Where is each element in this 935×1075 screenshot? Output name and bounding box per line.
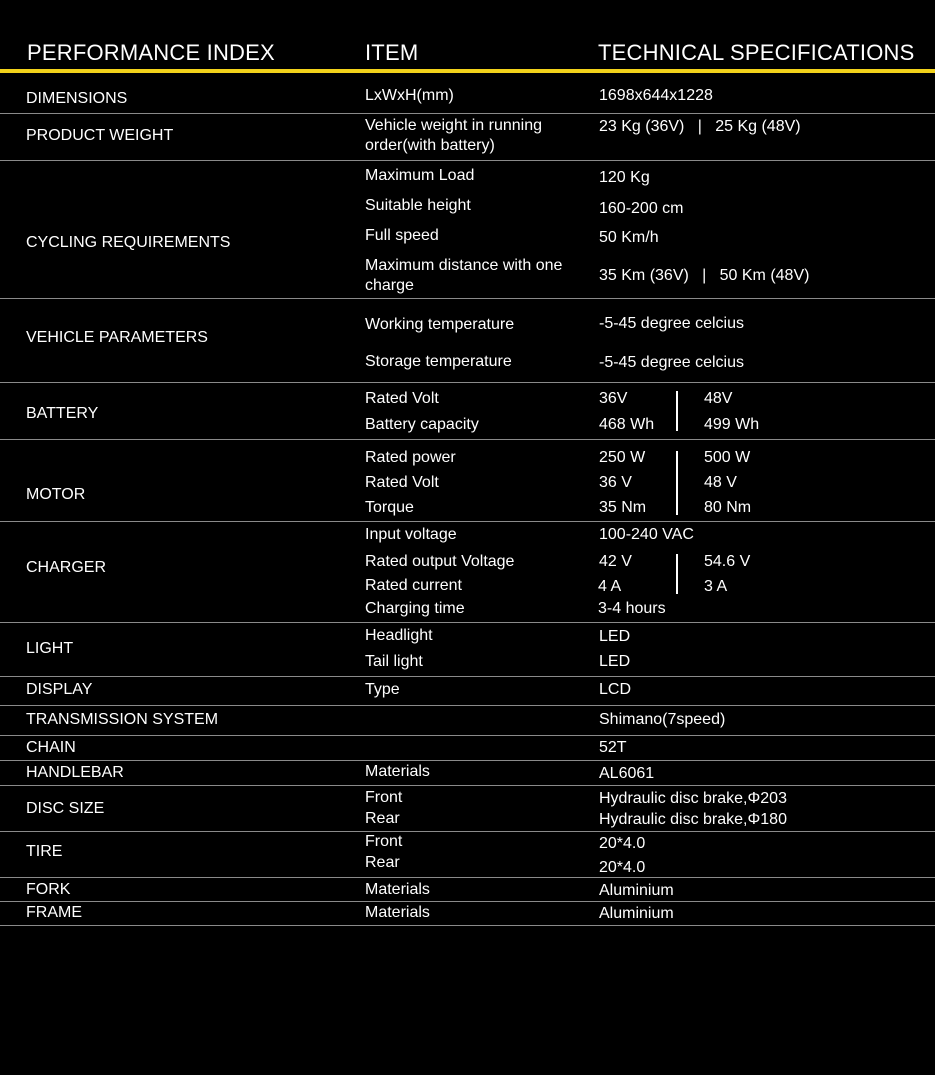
spec-handlebar: AL6061 [599, 765, 655, 782]
category-chain: CHAIN [26, 739, 76, 756]
category-handlebar: HANDLEBAR [26, 764, 124, 781]
category-display: DISPLAY [26, 681, 93, 698]
item-rated-power: Rated power [365, 449, 456, 466]
row-separator [0, 831, 935, 832]
spec-fork: Aluminium [599, 882, 674, 899]
column-divider [676, 391, 678, 431]
header-col-performance-index: PERFORMANCE INDEX [27, 40, 275, 65]
item-maximum-distance: Maximum distance with one charge [365, 257, 563, 294]
spec-motor-volt-48v: 48 V [704, 474, 737, 491]
category-transmission-system: TRANSMISSION SYSTEM [26, 711, 219, 728]
row-separator [0, 925, 935, 926]
spec-frame: Aluminium [599, 905, 674, 922]
spec-storage-temperature: -5-45 degree celcius [599, 354, 744, 371]
category-charger: CHARGER [26, 559, 107, 576]
spec-product-weight: 23 Kg (36V) | 25 Kg (48V) [599, 118, 801, 135]
spec-maximum-load: 120 Kg [599, 169, 650, 186]
item-storage-temperature: Storage temperature [365, 353, 512, 370]
item-rated-volt: Rated Volt [365, 390, 439, 407]
spec-rated-power-36v: 250 W [599, 449, 646, 466]
spec-battery-volt-36v: 36V [599, 390, 628, 407]
item-frame-materials: Materials [365, 904, 430, 921]
spec-charging-time: 3-4 hours [598, 600, 666, 617]
spec-input-voltage: 100-240 VAC [599, 526, 694, 543]
row-separator [0, 676, 935, 677]
item-rated-output-voltage: Rated output Voltage [365, 553, 515, 570]
item-lxwxh: LxWxH(mm) [365, 87, 454, 104]
item-disc-rear: Rear [365, 810, 400, 827]
item-torque: Torque [365, 499, 414, 516]
item-charging-time: Charging time [365, 600, 465, 617]
item-rated-current: Rated current [365, 577, 462, 594]
item-maximum-load: Maximum Load [365, 167, 475, 184]
item-tire-rear: Rear [365, 854, 400, 871]
item-battery-capacity: Battery capacity [365, 416, 479, 433]
row-separator [0, 877, 935, 878]
row-separator [0, 382, 935, 383]
item-suitable-height: Suitable height [365, 197, 471, 214]
header-col-item: ITEM [365, 40, 419, 65]
category-frame: FRAME [26, 904, 82, 921]
row-separator [0, 160, 935, 161]
column-divider [676, 554, 678, 594]
spec-working-temperature: -5-45 degree celcius [599, 315, 744, 332]
spec-disc-rear: Hydraulic disc brake,Φ180 [599, 811, 787, 828]
category-battery: BATTERY [26, 405, 99, 422]
item-headlight: Headlight [365, 627, 433, 644]
row-separator [0, 760, 935, 761]
spec-headlight: LED [599, 628, 631, 645]
row-separator [0, 735, 935, 736]
spec-rated-current-48v: 3 A [704, 578, 728, 595]
category-product-weight: PRODUCT WEIGHT [26, 127, 174, 144]
spec-full-speed: 50 Km/h [599, 229, 659, 246]
spec-battery-volt-48v: 48V [704, 390, 733, 407]
spec-dimensions: 1698x644x1228 [599, 87, 713, 104]
category-tire: TIRE [26, 843, 63, 860]
column-divider [676, 451, 678, 515]
spec-rated-current-36v: 4 A [598, 578, 622, 595]
item-working-temperature: Working temperature [365, 316, 515, 333]
spec-display-type: LCD [599, 681, 632, 698]
row-separator [0, 705, 935, 706]
spec-transmission-system: Shimano(7speed) [599, 711, 726, 728]
spec-disc-front: Hydraulic disc brake,Φ203 [599, 790, 787, 807]
category-disc-size: DISC SIZE [26, 800, 105, 817]
spec-output-voltage-36v: 42 V [599, 553, 632, 570]
category-light: LIGHT [26, 640, 74, 657]
item-tail-light: Tail light [365, 653, 423, 670]
category-dimensions: DIMENSIONS [26, 90, 128, 107]
spec-battery-capacity-48v: 499 Wh [704, 416, 760, 433]
row-separator [0, 298, 935, 299]
spec-chain: 52T [599, 739, 627, 756]
category-cycling-requirements: CYCLING REQUIREMENTS [26, 234, 231, 251]
header-col-technical-specifications: TECHNICAL SPECIFICATIONS [598, 40, 915, 65]
spec-torque-36v: 35 Nm [599, 499, 647, 516]
row-separator [0, 785, 935, 786]
spec-tail-light: LED [599, 653, 631, 670]
spec-tire-rear: 20*4.0 [599, 859, 646, 876]
spec-battery-capacity-36v: 468 Wh [599, 416, 655, 433]
category-motor: MOTOR [26, 486, 86, 503]
item-full-speed: Full speed [365, 227, 439, 244]
spec-rated-power-48v: 500 W [704, 449, 751, 466]
header-underline [0, 69, 935, 73]
spec-torque-48v: 80 Nm [704, 499, 752, 516]
item-tire-front: Front [365, 833, 403, 850]
row-separator [0, 521, 935, 522]
row-separator [0, 901, 935, 902]
row-separator [0, 622, 935, 623]
row-separator [0, 439, 935, 440]
row-separator [0, 113, 935, 114]
category-fork: FORK [26, 881, 71, 898]
spec-maximum-distance: 35 Km (36V) | 50 Km (48V) [599, 267, 810, 284]
item-disc-front: Front [365, 789, 403, 806]
category-vehicle-parameters: VEHICLE PARAMETERS [26, 329, 208, 346]
item-input-voltage: Input voltage [365, 526, 457, 543]
item-handlebar-materials: Materials [365, 763, 430, 780]
item-fork-materials: Materials [365, 881, 430, 898]
spec-tire-front: 20*4.0 [599, 835, 646, 852]
item-display-type: Type [365, 681, 400, 698]
item-vehicle-weight: Vehicle weight in running order(with battery) [365, 117, 543, 154]
spec-output-voltage-48v: 54.6 V [704, 553, 751, 570]
item-motor-rated-volt: Rated Volt [365, 474, 439, 491]
spec-motor-volt-36v: 36 V [599, 474, 632, 491]
spec-suitable-height: 160-200 cm [599, 200, 684, 217]
